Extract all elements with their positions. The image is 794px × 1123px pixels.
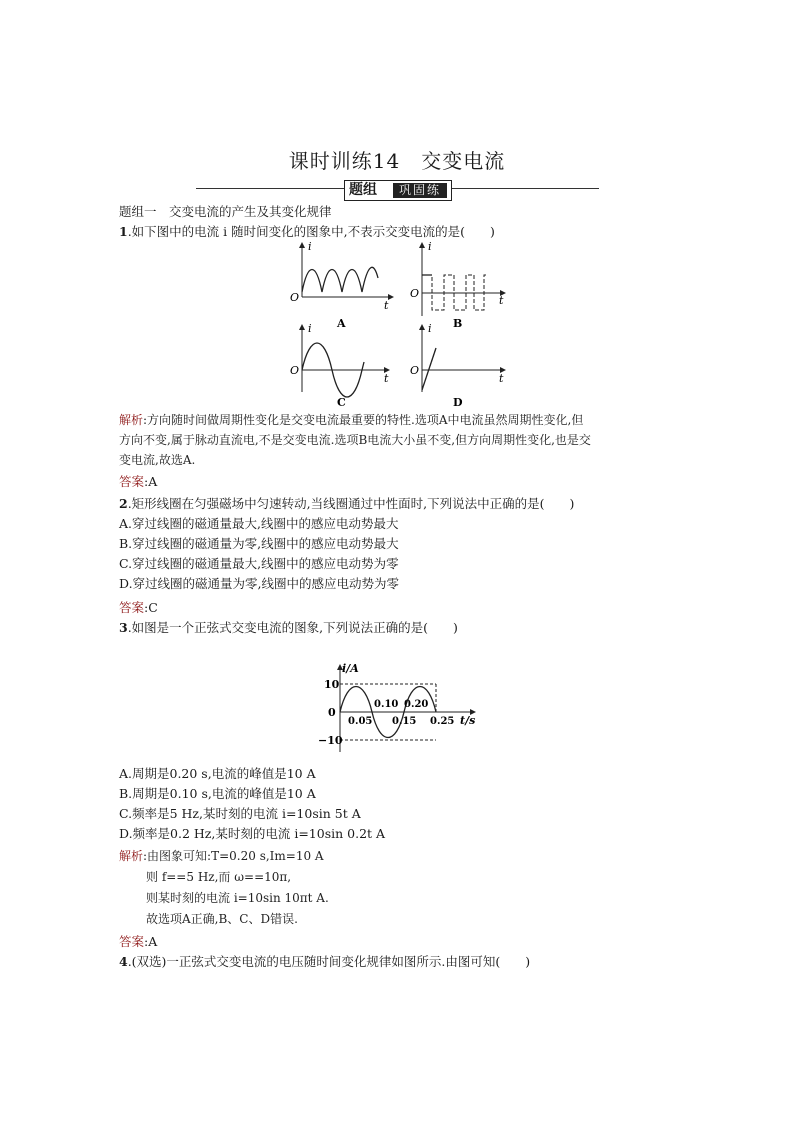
q3-option-c: C.频率是5 Hz,某时刻的电流 i=10sin 5t A <box>119 806 361 821</box>
graph-b-origin: O <box>410 287 420 300</box>
banner-text-1: 题组 <box>349 182 377 198</box>
q3-graph-y-tick-0: 0 <box>328 706 336 719</box>
q3-solution-text-1: :由图象可知:T=0.20 s,Im=10 A <box>143 849 324 863</box>
graph-a-curve <box>302 267 378 292</box>
q4-stem <box>119 954 530 970</box>
graph-a-origin: O <box>290 291 300 304</box>
q2-option-b: B.穿过线圈的磁通量为零,线圈中的感应电动势最大 <box>119 536 399 551</box>
q1-stem-text: .如下图中的电流 i 随时间变化的图象中,不表示交变电流的是( ) <box>127 224 495 239</box>
graph-c-i-label: i <box>308 322 312 335</box>
q2-stem <box>119 496 574 512</box>
q3-option-d: D.频率是0.2 Hz,某时刻的电流 i=10sin 0.2t A <box>119 826 386 841</box>
graph-c-origin: O <box>290 364 300 377</box>
q1-solution-line-3: 变电流,故选A. <box>119 453 196 467</box>
q3-solution-label: 解析 <box>119 849 144 863</box>
q3-solution-line-2: 则 f==5 Hz,而 ω==10π, <box>146 870 292 884</box>
q1-graph-a <box>288 240 396 332</box>
graph-a-i-label: i <box>308 240 312 253</box>
q2-option-a: A.穿过线圈的磁通量最大,线圈中的感应电动势最大 <box>119 516 399 531</box>
graph-a-t-arrow <box>388 294 394 300</box>
q1-graph-d <box>408 322 516 414</box>
q3-answer <box>119 932 157 950</box>
graph-d-t-label: t <box>499 372 504 385</box>
q3-option-a: A.周期是0.20 s,电流的峰值是10 A <box>119 766 316 781</box>
q3-option-b: B.周期是0.10 s,电流的峰值是10 A <box>119 786 316 801</box>
title-rule-left <box>196 188 344 189</box>
q1-solution-label: 解析 <box>119 413 144 427</box>
q2-answer <box>119 598 158 616</box>
graph-d-caption: D <box>453 396 463 409</box>
graph-d-i-label: i <box>428 322 432 335</box>
graph-a-i-arrow <box>299 242 305 248</box>
q1-graph-b <box>408 240 516 332</box>
graph-c-caption: C <box>337 396 346 409</box>
q1-solution-line-1 <box>119 412 583 428</box>
graph-b-caption: B <box>453 317 463 330</box>
section-banner <box>344 180 452 201</box>
graph-a-t-label: t <box>384 299 389 312</box>
graph-b-t-label: t <box>499 294 504 307</box>
q3-graph-x-tick-020: 0.20 <box>404 699 429 710</box>
q1-answer <box>119 472 157 490</box>
q3-graph-x-label: t/s <box>460 714 476 727</box>
q2-answer-value: :C <box>144 600 158 615</box>
q3-answer-value: :A <box>144 934 158 949</box>
q1-number: 1 <box>119 224 128 239</box>
banner-text-2: 巩固练 <box>393 183 447 198</box>
q3-graph-x-tick-005: 0.05 <box>348 716 373 727</box>
graph-d-i-arrow <box>419 324 425 330</box>
q3-stem <box>119 620 458 636</box>
q1-stem <box>119 224 495 240</box>
graph-b-i-label: i <box>428 240 432 253</box>
q4-number: 4 <box>119 954 128 969</box>
graph-b-i-arrow <box>419 242 425 248</box>
q3-graph-y-label: i/A <box>342 662 359 675</box>
page-title: 课时训练14 交变电流 <box>288 149 506 173</box>
q3-graph-x-tick-025: 0.25 <box>430 716 455 727</box>
q1-solution-line-2: 方向不变,属于脉动直流电,不是交变电流.选项B电流大小虽不变,但方向周期性变化,也是交 <box>119 433 591 447</box>
q2-option-d: D.穿过线圈的磁通量为零,线圈中的感应电动势为零 <box>119 576 400 591</box>
q2-stem-text: .矩形线圈在匀强磁场中匀速转动,当线圈通过中性面时,下列说法中正确的是( ) <box>127 496 575 511</box>
q3-solution-line-1 <box>119 848 324 864</box>
graph-c-i-arrow <box>299 324 305 330</box>
graph-d-ramps <box>422 348 436 390</box>
q3-number: 3 <box>119 620 128 635</box>
q2-answer-label: 答案 <box>119 600 145 615</box>
q3-graph <box>310 660 490 756</box>
q1-answer-value: :A <box>144 474 158 489</box>
q2-option-c: C.穿过线圈的磁通量最大,线圈中的感应电动势为零 <box>119 556 399 571</box>
q3-graph-y-tick-neg10: −10 <box>318 734 343 747</box>
q1-answer-label: 答案 <box>119 474 145 489</box>
q3-stem-text: .如图是一个正弦式交变电流的图象,下列说法正确的是( ) <box>127 620 458 635</box>
q2-number: 2 <box>119 496 128 511</box>
q1-graph-c <box>288 322 396 414</box>
q1-solution-text-1: :方向随时间做周期性变化是交变电流最重要的特性.选项A中电流虽然周期性变化,但 <box>143 413 584 427</box>
group-heading: 题组一 交变电流的产生及其变化规律 <box>119 204 332 219</box>
q4-stem-text: .(双选)一正弦式交变电流的电压随时间变化规律如图所示.由图可知( ) <box>127 954 531 969</box>
graph-a-caption: A <box>337 317 346 330</box>
q3-graph-y-tick-10: 10 <box>324 678 340 691</box>
q3-answer-label: 答案 <box>119 934 145 949</box>
title-rule-right <box>451 188 599 189</box>
graph-d-origin: O <box>410 364 420 377</box>
q3-solution-line-4: 故选项A正确,B、C、D错误. <box>146 912 298 926</box>
q3-graph-x-tick-015: 0.15 <box>392 716 417 727</box>
q3-graph-x-tick-010: 0.10 <box>374 699 399 710</box>
graph-c-t-label: t <box>384 372 389 385</box>
q3-solution-line-3: 则某时刻的电流 i=10sin 10πt A. <box>146 891 329 905</box>
